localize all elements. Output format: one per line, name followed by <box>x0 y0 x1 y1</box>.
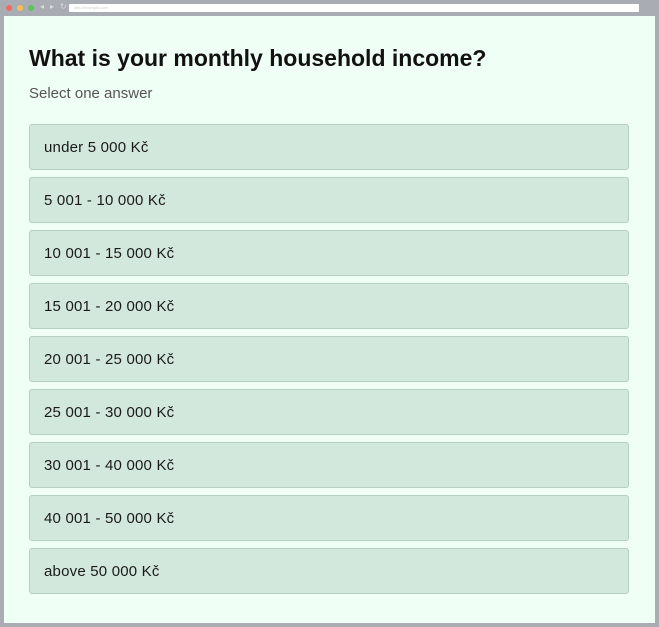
close-window-icon[interactable] <box>6 5 12 11</box>
answer-option-label: above 50 000 Kč <box>44 562 160 580</box>
answer-option-30001-40000[interactable] <box>29 442 629 488</box>
survey-page <box>4 16 655 623</box>
address-bar[interactable] <box>69 4 639 12</box>
answer-option-label: 10 001 - 15 000 Kč <box>44 244 175 262</box>
answer-option-label: 5 001 - 10 000 Kč <box>44 191 166 209</box>
question-title: What is your monthly household income? <box>29 45 487 71</box>
address-text: http://example.com <box>74 5 108 10</box>
reload-icon[interactable]: ↻ <box>60 2 67 11</box>
answer-option-40001-50000[interactable] <box>29 495 629 541</box>
back-arrow-icon[interactable]: ◂ <box>40 2 45 11</box>
answer-option-above-50000[interactable] <box>29 548 629 594</box>
answer-options <box>29 124 629 601</box>
question-instruction: Select one answer <box>29 85 153 102</box>
answer-option-10001-15000[interactable] <box>29 230 629 276</box>
answer-option-20001-25000[interactable] <box>29 336 629 382</box>
answer-option-under-5000[interactable] <box>29 124 629 170</box>
answer-option-label: 15 001 - 20 000 Kč <box>44 297 175 315</box>
answer-option-label: 25 001 - 30 000 Kč <box>44 403 175 421</box>
answer-option-15001-20000[interactable] <box>29 283 629 329</box>
answer-option-5001-10000[interactable] <box>29 177 629 223</box>
maximize-window-icon[interactable] <box>28 5 34 11</box>
answer-option-label: 20 001 - 25 000 Kč <box>44 350 175 368</box>
answer-option-25001-30000[interactable] <box>29 389 629 435</box>
answer-option-label: under 5 000 Kč <box>44 138 149 156</box>
answer-option-label: 40 001 - 50 000 Kč <box>44 509 175 527</box>
browser-toolbar <box>0 0 659 16</box>
answer-option-label: 30 001 - 40 000 Kč <box>44 456 175 474</box>
minimize-window-icon[interactable] <box>17 5 23 11</box>
forward-arrow-icon[interactable]: ▸ <box>50 2 55 11</box>
